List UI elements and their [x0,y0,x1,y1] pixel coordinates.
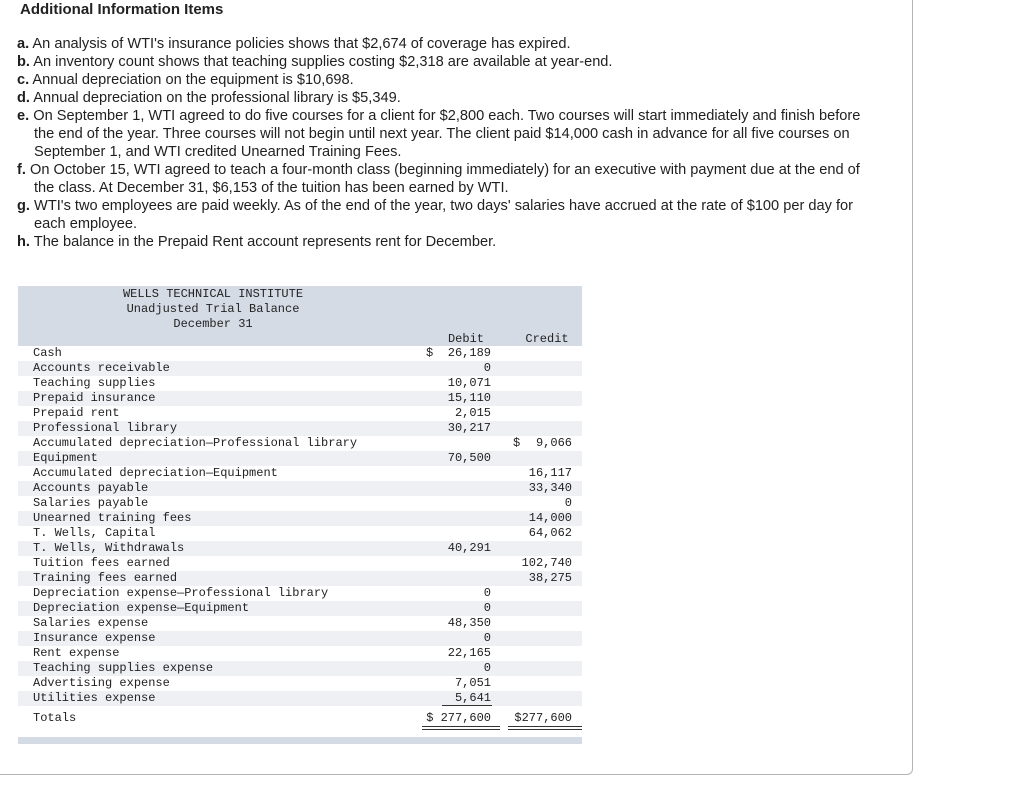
credit-amount: 0 [564,496,572,510]
debit-amount: 0 [483,661,491,675]
info-item [17,89,877,107]
debit-amount: 22,165 [447,646,491,660]
table-row [18,661,582,676]
account-name: Accumulated depreciation—Professional library [33,436,358,450]
account-name: Unearned training fees [33,511,192,525]
account-name: Insurance expense [33,631,156,645]
table-row [18,361,582,376]
debit-amount: 0 [483,631,491,645]
table-row [18,646,582,661]
table-row [18,511,582,526]
table-row [18,676,582,691]
table-row [18,466,582,481]
table-row [18,541,582,556]
table-row [18,526,582,541]
account-name: Depreciation expense—Professional library [33,586,329,600]
item-text: WTI's two employees are paid weekly. As of the end of the year, two days' salaries have accrued at the rate of $100 per day for each employee. [34,198,853,232]
item-text: On September 1, WTI agreed to do five courses for a client for $2,800 each. Two courses will start immediately and finish before the end of the year. Three courses will not begin until next year. The client paid $14,000 cash in advance for all five courses on September 1, and WTI credited Unearned Training Fees. [33,108,861,160]
debit-amount: 30,217 [447,421,491,435]
table-row [18,436,582,451]
account-name: Teaching supplies expense [33,661,214,675]
info-item [17,107,877,161]
debit-amount: 5,641 [454,691,491,705]
credit-total-double-underline [508,726,582,727]
credit-amount: 38,275 [528,571,572,585]
item-letter: e. [17,108,30,124]
totals-debit: $ 277,600 [426,711,491,725]
credit-amount: 14,000 [528,511,572,525]
debit-amount: 0 [483,601,491,615]
table-row [18,691,582,706]
debit-amount: 40,291 [447,541,491,555]
account-name: Prepaid insurance [33,391,156,405]
account-name: Utilities expense [33,691,156,705]
info-item [17,197,877,233]
credit-total-double-underline [508,729,582,730]
account-name: Advertising expense [33,676,170,690]
item-text: An analysis of WTI's insurance policies shows that $2,674 of coverage has expired. [32,36,571,52]
debit-amount: 70,500 [447,451,491,465]
info-item [17,233,877,251]
item-letter: c. [17,72,30,88]
table-footer-band [18,737,582,744]
debit-amount: 26,189 [447,346,491,360]
table-row [18,451,582,466]
trial-balance-table [18,286,582,744]
totals-label: Totals [33,711,77,725]
totals-credit: $277,600 [514,711,572,725]
item-letter: b. [17,54,30,70]
additional-items-list [17,35,877,251]
account-name: Prepaid rent [33,406,120,420]
debit-amount: 15,110 [447,391,491,405]
account-name: Salaries payable [33,496,149,510]
info-item [17,53,877,71]
item-letter: a. [17,36,30,52]
credit-amount: 64,062 [528,526,572,540]
table-row [18,616,582,631]
debit-amount: 7,051 [454,676,491,690]
credit-amount: 9,066 [535,436,572,450]
table-row [18,481,582,496]
table-row [18,631,582,646]
item-letter: f. [17,162,26,178]
debit-subtotal-underline [442,705,492,706]
table-row [18,496,582,511]
statement-name: Unadjusted Trial Balance [126,302,300,316]
account-name: Accumulated depreciation—Equipment [33,466,278,480]
debit-amount: 2,015 [454,406,491,420]
table-row [18,346,582,361]
account-name: T. Wells, Withdrawals [33,541,185,555]
debit-amount: 0 [483,586,491,600]
table-row [18,571,582,586]
table-row [18,556,582,571]
account-name: Accounts receivable [33,361,170,375]
section-heading: Additional Information Items [20,1,224,18]
credit-amount: 102,740 [521,556,572,570]
table-row [18,586,582,601]
account-name: Tuition fees earned [33,556,170,570]
info-item [17,35,877,53]
debit-dollar-sign: $ [426,346,434,360]
item-text: On October 15, WTI agreed to teach a four-month class (beginning immediately) for an executive with payment due at the end of the class. At December 31, $6,153 of the tuition has been earned by WTI. [29,162,860,196]
credit-dollar-sign: $ [513,436,521,450]
debit-amount: 0 [483,361,491,375]
statement-date: December 31 [173,317,253,331]
debit-column-header: Debit [447,332,484,346]
item-letter: h. [17,234,30,250]
item-letter: g. [17,198,30,214]
info-item [17,71,877,89]
account-name: Accounts payable [33,481,149,495]
account-name: Salaries expense [33,616,149,630]
item-letter: d. [17,90,30,106]
table-row [18,421,582,436]
account-name: T. Wells, Capital [33,526,156,540]
account-name: Rent expense [33,646,120,660]
debit-amount: 10,071 [447,376,491,390]
account-name: Professional library [33,421,178,435]
info-item [17,161,877,197]
company-name: WELLS TECHNICAL INSTITUTE [122,287,304,301]
item-text: An inventory count shows that teaching supplies costing $2,318 are available at year-end. [33,54,613,70]
debit-total-double-underline [422,729,500,730]
item-text: Annual depreciation on the equipment is $10,698. [32,72,354,88]
credit-amount: 33,340 [528,481,572,495]
item-text: Annual depreciation on the professional library is $5,349. [33,90,401,106]
debit-total-double-underline [422,726,500,727]
account-name: Teaching supplies [33,376,156,390]
account-name: Training fees earned [33,571,178,585]
totals-row [18,711,582,726]
table-row [18,376,582,391]
account-name: Cash [33,346,62,360]
item-text: The balance in the Prepaid Rent account represents rent for December. [33,234,497,250]
table-row [18,391,582,406]
account-name: Depreciation expense—Equipment [33,601,250,615]
credit-column-header: Credit [525,332,569,346]
table-row [18,601,582,616]
account-name: Equipment [33,451,98,465]
credit-amount: 16,117 [528,466,572,480]
debit-amount: 48,350 [447,616,491,630]
table-row [18,406,582,421]
